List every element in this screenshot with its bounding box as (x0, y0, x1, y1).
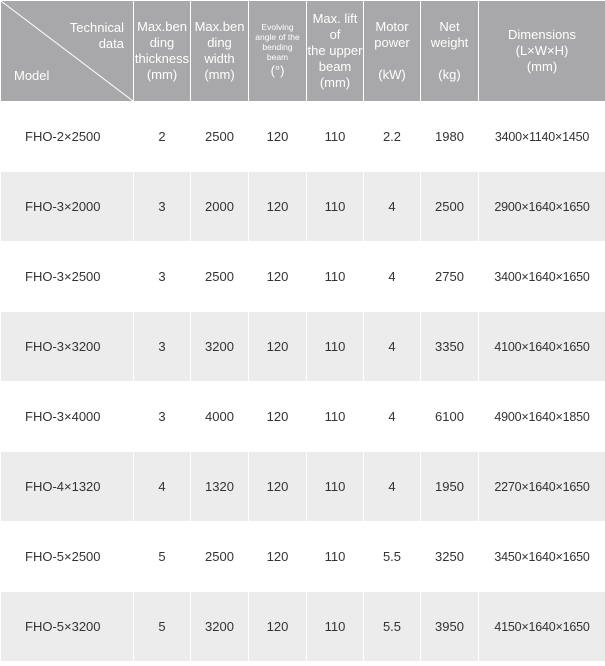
cell-weight: 3250 (421, 522, 479, 592)
cell-dimensions: 2270×1640×1650 (479, 452, 605, 522)
cell-model: FHO-3×4000 (1, 382, 134, 452)
cell-angle: 120 (249, 242, 307, 312)
cell-dimensions: 4150×1640×1650 (479, 592, 605, 662)
cell-dimensions: 4100×1640×1650 (479, 312, 605, 382)
cell-power: 5.5 (364, 522, 421, 592)
cell-thickness: 3 (134, 312, 191, 382)
cell-lift: 110 (307, 312, 364, 382)
cell-model: FHO-5×3200 (1, 592, 134, 662)
cell-thickness: 3 (134, 172, 191, 242)
table-row (1, 382, 605, 452)
cell-thickness: 2 (134, 102, 191, 172)
header-thickness: Max.ben ding thickness (mm) (134, 1, 191, 102)
cell-angle: 120 (249, 102, 307, 172)
header-corner-cell (1, 1, 134, 102)
table-row (1, 242, 605, 312)
cell-thickness: 5 (134, 592, 191, 662)
table-row (1, 312, 605, 382)
cell-power: 4 (364, 452, 421, 522)
table-row (1, 592, 605, 662)
cell-power: 4 (364, 242, 421, 312)
cell-power: 4 (364, 172, 421, 242)
cell-angle: 120 (249, 522, 307, 592)
cell-width: 2500 (191, 242, 249, 312)
cell-weight: 2500 (421, 172, 479, 242)
table-header (1, 1, 605, 102)
cell-weight: 3950 (421, 592, 479, 662)
cell-model: FHO-4×1320 (1, 452, 134, 522)
cell-weight: 1980 (421, 102, 479, 172)
cell-thickness: 4 (134, 452, 191, 522)
cell-weight: 6100 (421, 382, 479, 452)
cell-thickness: 3 (134, 382, 191, 452)
cell-power: 5.5 (364, 592, 421, 662)
cell-model: FHO-3×2000 (1, 172, 134, 242)
cell-model: FHO-3×3200 (1, 312, 134, 382)
table-row (1, 522, 605, 592)
cell-width: 4000 (191, 382, 249, 452)
table-row (1, 452, 605, 522)
cell-dimensions: 3450×1640×1650 (479, 522, 605, 592)
cell-lift: 110 (307, 382, 364, 452)
cell-weight: 3350 (421, 312, 479, 382)
cell-thickness: 3 (134, 242, 191, 312)
cell-dimensions: 3400×1640×1650 (479, 242, 605, 312)
cell-width: 2500 (191, 102, 249, 172)
cell-lift: 110 (307, 592, 364, 662)
cell-power: 2.2 (364, 102, 421, 172)
cell-width: 3200 (191, 312, 249, 382)
cell-model: FHO-5×2500 (1, 522, 134, 592)
cell-lift: 110 (307, 172, 364, 242)
cell-model: FHO-2×2500 (1, 102, 134, 172)
cell-power: 4 (364, 312, 421, 382)
cell-width: 3200 (191, 592, 249, 662)
cell-width: 2000 (191, 172, 249, 242)
cell-angle: 120 (249, 312, 307, 382)
cell-weight: 1950 (421, 452, 479, 522)
model-label: Model (14, 68, 50, 83)
header-power: Motor power (kW) (364, 1, 421, 102)
cell-dimensions: 4900×1640×1850 (479, 382, 605, 452)
header-row (1, 1, 605, 102)
header-angle: Evolving angle of the bending beam (°) (249, 1, 307, 102)
cell-angle: 120 (249, 452, 307, 522)
cell-angle: 120 (249, 592, 307, 662)
cell-lift: 110 (307, 242, 364, 312)
cell-power: 4 (364, 382, 421, 452)
header-width: Max.ben ding width (mm) (191, 1, 249, 102)
cell-lift: 110 (307, 522, 364, 592)
header-weight: Net weight (kg) (421, 1, 479, 102)
cell-lift: 110 (307, 102, 364, 172)
table-row (1, 172, 605, 242)
header-dimensions: Dimensions (L×W×H) (mm) (479, 1, 605, 102)
cell-angle: 120 (249, 172, 307, 242)
cell-lift: 110 (307, 452, 364, 522)
cell-angle: 120 (249, 382, 307, 452)
technical-data-label: Technical data (69, 20, 124, 51)
cell-width: 2500 (191, 522, 249, 592)
table-row (1, 102, 605, 172)
table-body (1, 102, 605, 662)
cell-weight: 2750 (421, 242, 479, 312)
cell-thickness: 5 (134, 522, 191, 592)
header-lift: Max. lift of the upper beam (mm) (307, 1, 364, 102)
cell-width: 1320 (191, 452, 249, 522)
cell-dimensions: 3400×1140×1450 (479, 102, 605, 172)
cell-dimensions: 2900×1640×1650 (479, 172, 605, 242)
cell-model: FHO-3×2500 (1, 242, 134, 312)
